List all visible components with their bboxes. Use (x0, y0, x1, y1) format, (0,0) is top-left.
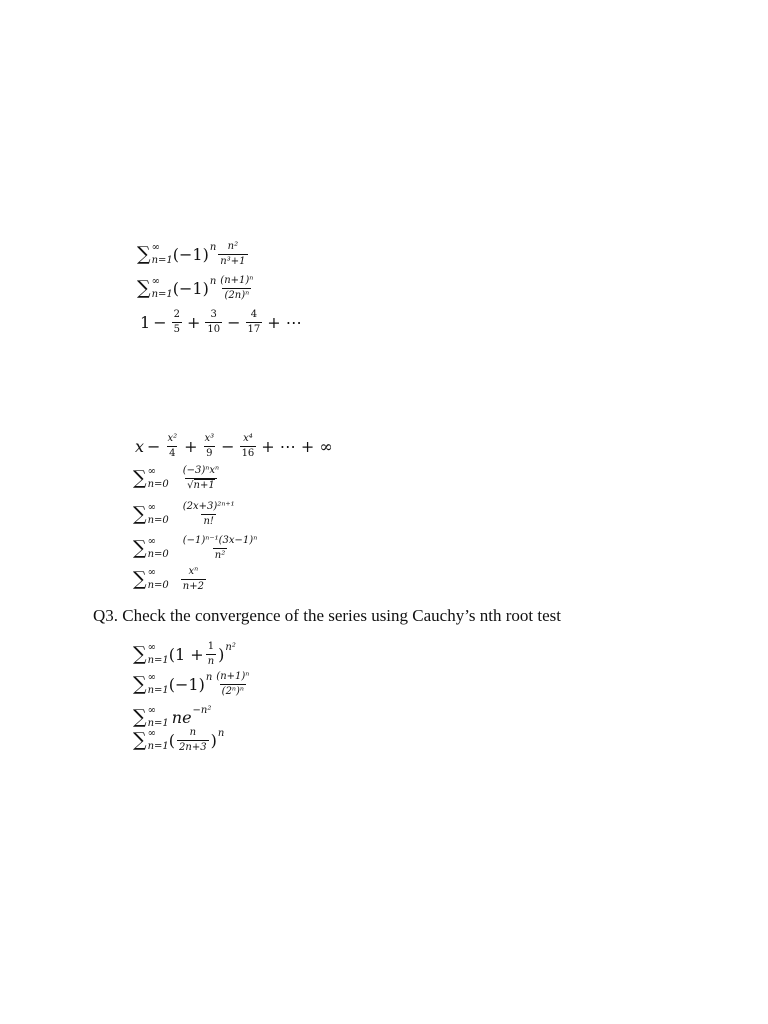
series-1a (137, 242, 250, 267)
series-base: (−1) (172, 244, 209, 264)
series-3d: ∑ ∞ n=1 ( $\frac{n}{2n+3}$ ) n (133, 727, 225, 753)
lower-limit: n=1 (151, 255, 173, 266)
series-1c: 1 − $\frac{2}{5}$ + $\frac{3}{10}$ − $\frac{4}{17}$ + ⋯ (140, 309, 302, 335)
upper-limit: ∞ (151, 242, 160, 253)
series-3b: ∑ ∞ n=1 (−1) n $\frac{\text{(n+1)ⁿ}}{\text{(2ⁿ)ⁿ}}$ (133, 671, 250, 697)
series-2a: x − $\frac{\text{x²}}{4}$ + $\frac{\text{x³}}{9}$ − $\frac{\text{x⁴}}{16}$ + ⋯ + ∞ (135, 433, 333, 459)
summation: ∑ ∞ n=1 (137, 276, 173, 300)
series-1b: ∑ ∞ n=1 (−1) n $\frac{\text{(n+1)ⁿ}}{\text{(2n)ⁿ}}$ (137, 275, 254, 301)
summation (137, 243, 173, 266)
series-2e: ∑ ∞ n=0 $\frac{\text{xⁿ}}{n+2}$ (133, 566, 204, 592)
series-fraction: $\frac{\text{n²}}{\text{n³+1}}$ (220, 241, 246, 267)
series-2c: ∑ ∞ n=0 $\frac{\text{(2x+3)²ⁿ⁺¹}}{n!}$ (133, 501, 235, 527)
series-exponent: n (209, 241, 217, 253)
series-3c: ∑ ∞ n=1 ne −n² (133, 704, 212, 729)
series-3a: ∑ ∞ n=1 (1 + $\frac{1}{n}$ ) n² (133, 641, 236, 667)
sigma-symbol: ∑ (137, 243, 151, 265)
series-2d: ∑ ∞ n=0 $\frac{\text{(−1)ⁿ⁻¹(3x−1)ⁿ}}{\text{n²}}$ (133, 535, 258, 561)
series-2b: ∑ ∞ n=0 $\frac{\text{(−3)ⁿxⁿ}}{√n+1}$ (133, 465, 220, 491)
question-3-heading: Q3. Check the convergence of the series using Cauchy’s nth root test (93, 606, 562, 625)
series-fraction: $\frac{\text{(n+1)ⁿ}}{\text{(2n)ⁿ}}$ (220, 275, 254, 301)
